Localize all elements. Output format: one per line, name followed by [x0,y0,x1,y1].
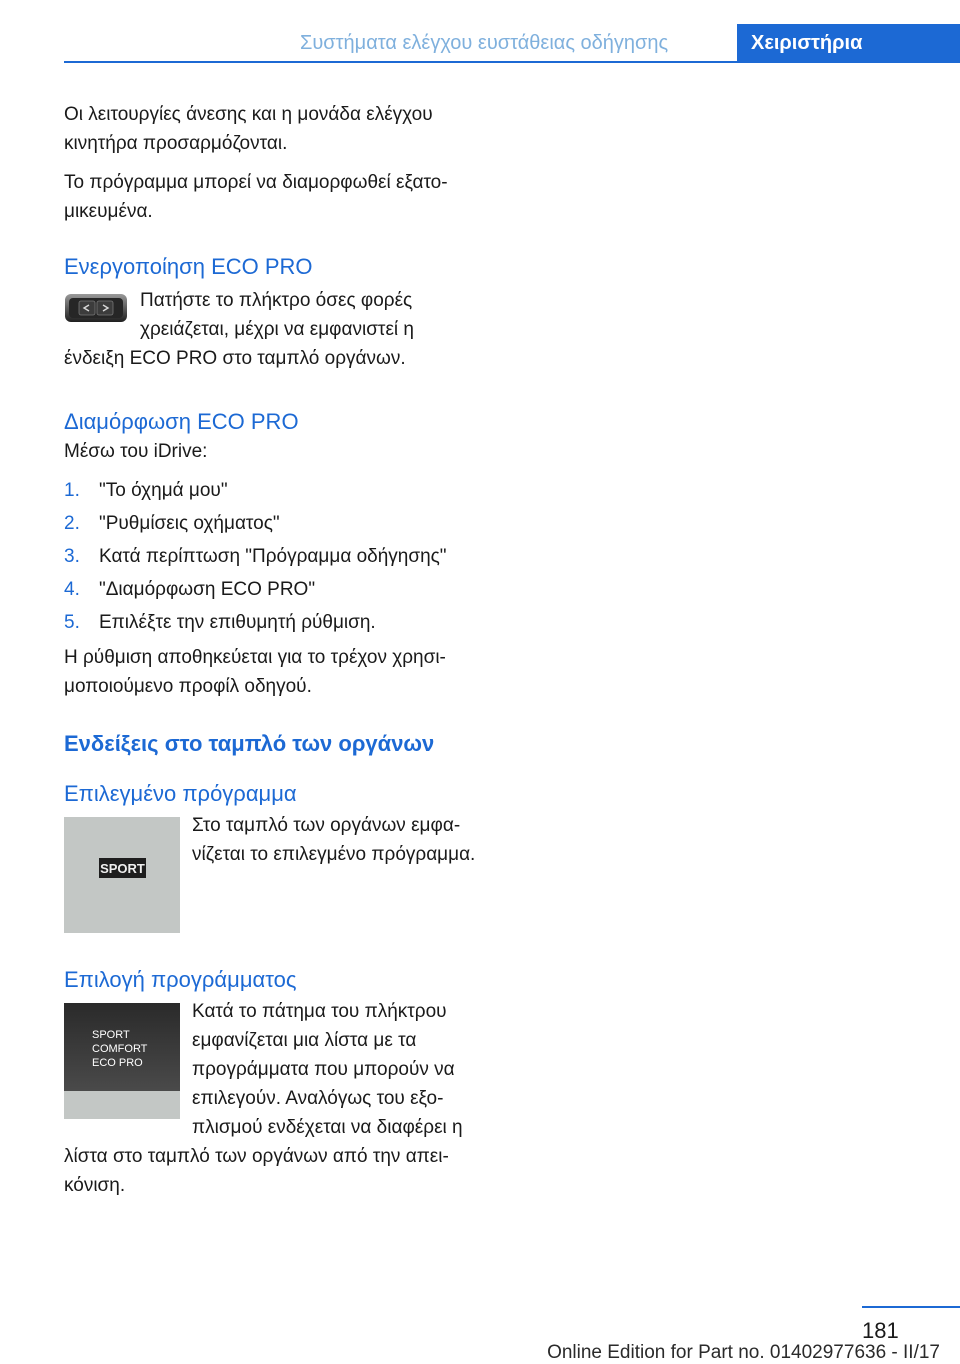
step-text: "Ρυθμίσεις οχήματος" [99,513,280,534]
activation-text: Πατήστε το πλήκτρο όσες φορές χρειάζεται, μέχρι να εμφανιστεί η ένδειξη ECO PRO στο ταμπλό οργάνων. [64,290,414,369]
header-section-title: Συστήματα ελέγχου ευστάθειας οδήγησης [300,32,669,54]
edition-footer: Online Edition for Part no. 01402977636 - II/17 [547,1342,940,1363]
step-item [64,507,478,540]
configuration-note: Η ρύθμιση αποθηκεύεται για το τρέχον χρησιμοποιούμενο προφίλ οδηγού. [64,647,446,697]
step-number: 3. [64,546,80,567]
selected-program-heading: Επιλεγμένο πρόγραμμα [64,781,297,806]
step-number: 4. [64,579,80,600]
sport-display-label: SPORT [100,861,145,876]
configuration-steps [64,474,478,639]
indicators-heading: Ενδείξεις στο ταμπλό των οργάνων [64,731,435,756]
selected-program-text: Στο ταμπλό των οργάνων εμφανίζεται το επιλεγμένο πρόγραμμα. [192,815,476,865]
program-selection-block [64,997,478,1200]
selected-program-block [64,811,478,939]
intro-paragraph-1: Οι λειτουργίες άνεσης και η μονάδα ελέγχου κινητήρα προσαρμόζονται. [64,104,433,154]
step-item [64,540,478,573]
step-item [64,474,478,507]
program-list-item-comfort: COMFORT [92,1043,148,1055]
step-item [64,606,478,639]
page-number: 181 [862,1318,899,1343]
step-text: "Διαμόρφωση ECO PRO" [99,579,316,600]
step-text: Κατά περίπτωση "Πρόγραμμα οδήγησης" [99,546,447,567]
main-column [64,100,478,1200]
program-selection-heading: Επιλογή προγράμματος [64,967,297,992]
configuration-intro: Μέσω του iDrive: [64,441,208,462]
page-number-rule [862,1306,960,1308]
step-number: 2. [64,513,80,534]
intro-paragraph-2: Το πρόγραμμα μπορεί να διαμορφωθεί εξατομικευμένα. [64,172,448,222]
step-text: Επιλέξτε την επιθυμητή ρύθμιση. [99,612,376,633]
step-number: 1. [64,480,80,501]
header-active-tab[interactable]: Χειριστήρια [737,24,960,62]
program-list-item-sport: SPORT [92,1029,130,1041]
header-divider [64,61,960,63]
configuration-heading: Διαμόρφωση ECO PRO [64,409,299,434]
program-list-item-eco-pro: ECO PRO [92,1057,143,1069]
program-list-display-image [64,1003,180,1119]
activation-block [64,286,478,373]
program-selection-text: Κατά το πάτημα του πλήκτρου εμφανίζεται μια λίστα με τα προγράμματα που μπορούν να επιλεγούν. Αναλόγως του εξοπλισμού ενδέχεται να διαφέρει η λίστα στο ταμπλό των οργάνων από την απεικόνιση. [64,1001,463,1196]
step-text: "Το όχημά μου" [99,480,228,501]
activation-heading: Ενεργοποίηση ECO PRO [64,254,313,279]
drive-mode-button-icon [64,292,128,324]
step-number: 5. [64,612,80,633]
sport-display-image [64,817,180,933]
step-item [64,573,478,606]
